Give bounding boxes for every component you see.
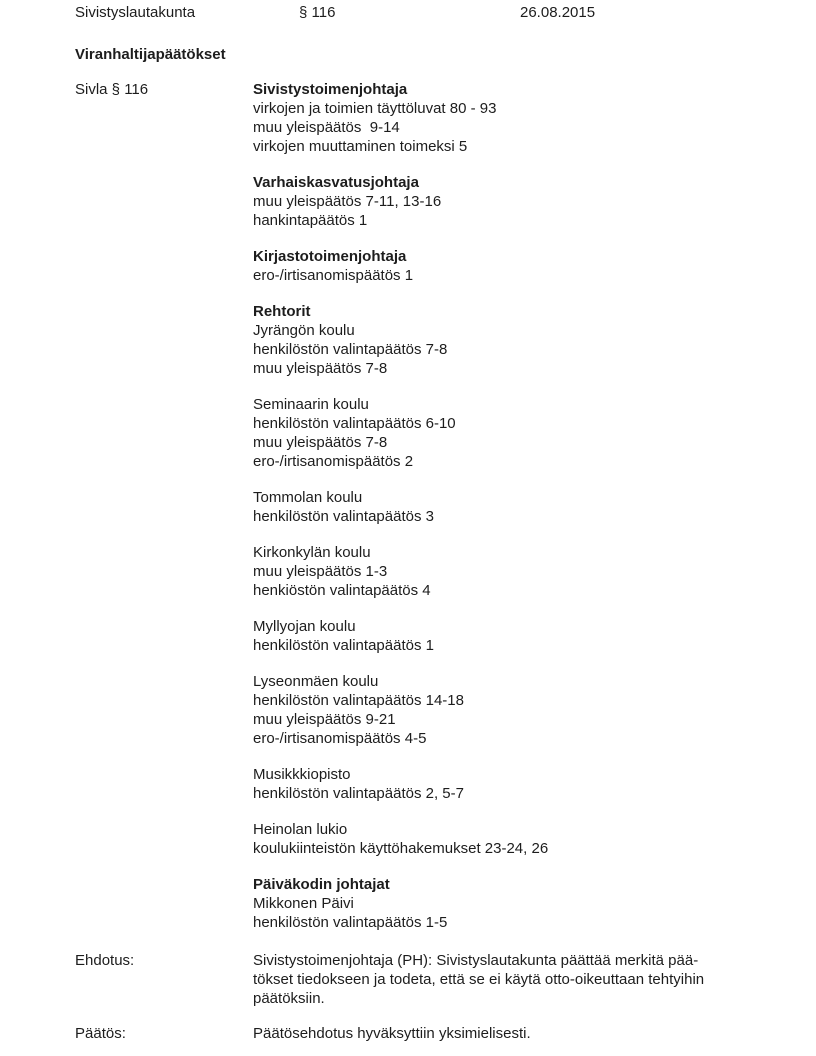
decision-line: Heinolan lukio xyxy=(253,821,348,838)
decision-line: Seminaarin koulu xyxy=(253,396,369,413)
decision-group xyxy=(253,80,773,156)
proposal-line: päätöksiin. xyxy=(253,990,325,1007)
document-header xyxy=(75,3,776,22)
document-title: Viranhaltijapäätökset xyxy=(75,46,226,63)
decision-line: henkilöstön valintapäätös 7-8 xyxy=(253,341,448,358)
decision-line: muu yleispäätös 7-8 xyxy=(253,360,388,377)
decision-group xyxy=(253,395,773,471)
proposal-line: tökset tiedokseen ja todeta, että se ei käytä otto-oikeuttaan tehtyihin xyxy=(253,971,705,988)
decision-group-heading: Kirjastotoimenjohtaja xyxy=(253,248,407,265)
decision-line: henkilöstön valintapäätös 14-18 xyxy=(253,692,464,709)
decision-group xyxy=(253,247,773,285)
decision-line: koulukiinteistön käyttöhakemukset 23-24, 26 xyxy=(253,840,549,857)
decision-line: Musikkkiopisto xyxy=(253,766,351,783)
item-reference: Sivla § 116 xyxy=(75,81,149,98)
decision-line: ero-/irtisanomispäätös 2 xyxy=(253,453,414,470)
decision-group xyxy=(253,488,773,526)
decision-text: Päätösehdotus hyväksyttiin yksimielisesti. xyxy=(253,1025,531,1042)
decision-line: muu yleispäätös 9-14 xyxy=(253,119,400,136)
decision-group xyxy=(253,617,773,655)
decisions-row xyxy=(75,80,776,932)
decision-line: Kirkonkylän koulu xyxy=(253,544,371,561)
decision-line: Tommolan koulu xyxy=(253,489,363,506)
meeting-date: 26.08.2015 xyxy=(520,4,596,21)
decision-line: henkilöstön valintapäätös 2, 5-7 xyxy=(253,785,464,802)
decision-line: muu yleispäätös 7-8 xyxy=(253,434,388,451)
decision-group xyxy=(253,543,773,600)
decision-line: virkojen muuttaminen toimeksi 5 xyxy=(253,138,468,155)
decision-row xyxy=(75,1024,776,1043)
committee-name: Sivistyslautakunta xyxy=(75,4,196,21)
decision-group-heading: Sivistystoimenjohtaja xyxy=(253,81,408,98)
decision-group xyxy=(253,875,773,932)
decision-line: Jyrängön koulu xyxy=(253,322,355,339)
decision-line: henkilöstön valintapäätös 3 xyxy=(253,508,434,525)
proposal-row xyxy=(75,951,776,1008)
decision-line: henkiöstön valintapäätös 4 xyxy=(253,582,431,599)
decision-line: henkilöstön valintapäätös 1-5 xyxy=(253,914,448,931)
decision-line: ero-/irtisanomispäätös 1 xyxy=(253,267,414,284)
decision-line: muu yleispäätös 9-21 xyxy=(253,711,396,728)
decision-line: hankintapäätös 1 xyxy=(253,212,368,229)
decisions-list xyxy=(253,80,773,932)
decision-line: henkilöstön valintapäätös 6-10 xyxy=(253,415,456,432)
decision-group xyxy=(253,820,773,858)
decision-line: ero-/irtisanomispäätös 4-5 xyxy=(253,730,427,747)
proposal-text xyxy=(253,951,773,1008)
decision-group-heading: Päiväkodin johtajat xyxy=(253,876,390,893)
decision-group xyxy=(253,173,773,230)
decision-label: Päätös: xyxy=(75,1025,126,1042)
decision-line: muu yleispäätös 1-3 xyxy=(253,563,388,580)
section-number: § 116 xyxy=(299,4,336,21)
proposal-label: Ehdotus: xyxy=(75,952,135,969)
decision-group xyxy=(253,765,773,803)
decision-line: virkojen ja toimien täyttöluvat 80 - 93 xyxy=(253,100,497,117)
decision-line: henkilöstön valintapäätös 1 xyxy=(253,637,434,654)
decision-group xyxy=(253,672,773,748)
decision-group-heading: Varhaiskasvatusjohtaja xyxy=(253,174,419,191)
decision-group-heading: Rehtorit xyxy=(253,303,311,320)
decision-line: Mikkonen Päivi xyxy=(253,895,354,912)
decision-line: muu yleispäätös 7-11, 13-16 xyxy=(253,193,442,210)
decision-line: Myllyojan koulu xyxy=(253,618,356,635)
decision-group xyxy=(253,302,773,378)
decision-line: Lyseonmäen koulu xyxy=(253,673,379,690)
proposal-line: Sivistystoimenjohtaja (PH): Sivistyslautakunta päättää merkitä pää- xyxy=(253,952,699,969)
